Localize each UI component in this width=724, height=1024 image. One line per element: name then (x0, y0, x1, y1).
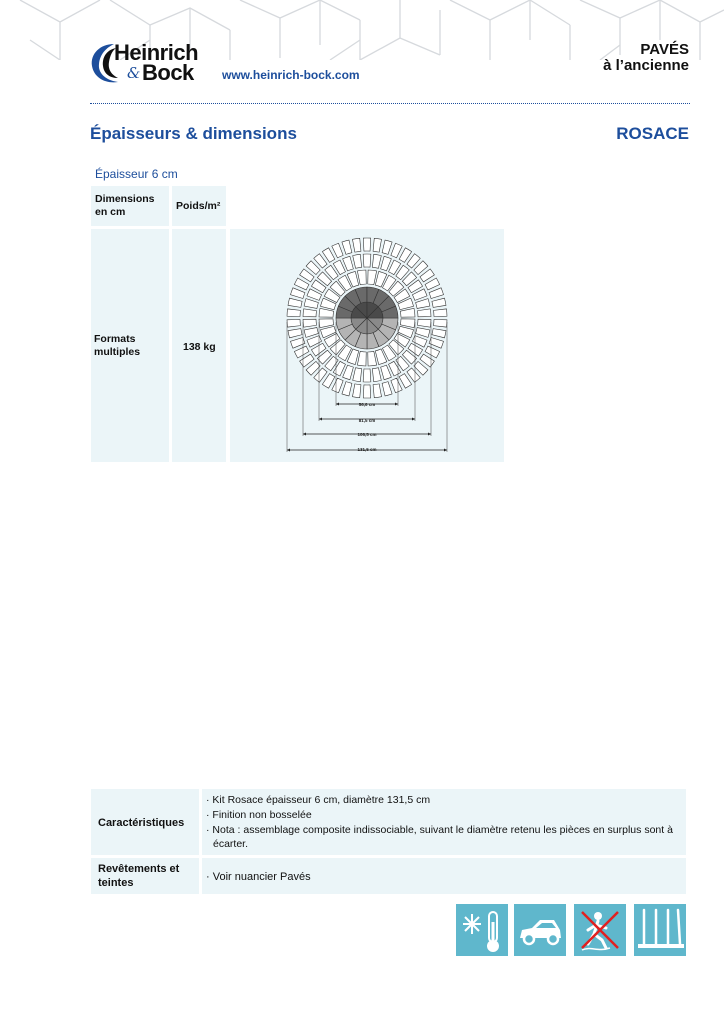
paver-stone (417, 319, 431, 327)
dimension-arrow (303, 433, 306, 436)
paver-stone (287, 309, 300, 317)
logo-word-heinrich: Heinrich (114, 40, 199, 65)
rosace-diagram (230, 229, 504, 462)
characteristic-text: Finition non bosselée (212, 809, 312, 821)
paver-stone (417, 309, 431, 317)
paver-stone (434, 309, 447, 317)
paver-stone (353, 368, 362, 382)
dimension-arrow (412, 418, 415, 421)
dimension-label-3: 106,5 cm (357, 432, 377, 437)
paver-stone (363, 369, 371, 382)
characteristics-list (206, 793, 676, 851)
paver-stone (372, 368, 381, 382)
paver-stone (319, 308, 334, 317)
paver-stone (434, 320, 447, 328)
paver-stone (304, 299, 318, 309)
paver-stone (287, 320, 300, 328)
characteristic-item: · Nota : assemblage composite indissociable, suivant le diamètre retenu les pièces en surplus sont à écarter. (206, 824, 673, 850)
paver-stone (342, 240, 352, 254)
paver-stone (319, 319, 334, 328)
paver-stone (303, 309, 317, 317)
paver-stone (357, 351, 366, 366)
header-divider (90, 103, 690, 104)
table-header-dimensions (91, 186, 169, 226)
paver-stone (304, 328, 318, 338)
paver-stone (288, 329, 302, 338)
dimension-arrow (287, 449, 290, 452)
logo-word-bock: Bock (142, 60, 194, 85)
header-weight-text: Poids/m² (176, 200, 221, 212)
no-heavy-traffic-icon (574, 904, 626, 956)
paver-stone (373, 384, 381, 398)
paver-stone (363, 254, 371, 267)
feature-icons (456, 904, 686, 956)
section-title: Épaisseurs & dimensions (90, 124, 297, 143)
paver-stone (342, 382, 352, 396)
table-header-weight (172, 186, 226, 226)
finishes-label: Revêtements et teintes (98, 863, 180, 889)
product-range-line1: PAVÉS (640, 41, 689, 58)
product-range (603, 42, 689, 74)
paver-stone (432, 298, 446, 307)
finishes-label-cell (91, 858, 199, 894)
dimension-label-4: 131,5 cm (357, 447, 377, 452)
paver-stone (352, 238, 360, 252)
paver-stone (416, 328, 430, 338)
paver-stone (352, 384, 360, 398)
table-cell-diagram (230, 229, 504, 462)
dimension-arrow (336, 403, 339, 406)
paver-stone (391, 378, 402, 393)
dimension-arrow (319, 418, 322, 421)
paver-stone (303, 319, 317, 327)
characteristic-text: Nota : assemblage composite indissociable, suivant le diamètre retenu les pièces en surplus sont à écarter. (212, 824, 673, 850)
company-logo[interactable] (90, 40, 212, 86)
characteristic-item: · Kit Rosace épaisseur 6 cm, diamètre 131,5 cm (206, 794, 431, 806)
logo-ampersand: & (127, 64, 141, 82)
table-cell-weight (172, 229, 226, 462)
thickness-label: Épaisseur 6 cm (95, 167, 178, 181)
finishes-item: · Voir nuancier Pavés (206, 871, 311, 883)
dimension-label-2: 81,5 cm (358, 418, 376, 423)
dimension-arrow (444, 449, 447, 452)
row-weight-text: 138 kg (183, 341, 216, 353)
paver-stone (400, 308, 415, 317)
paver-stone (363, 238, 370, 251)
paver-stone (290, 288, 304, 299)
paver-stone (363, 385, 370, 398)
characteristic-text: Kit Rosace épaisseur 6 cm, diamètre 131,5 cm (212, 794, 431, 806)
car-traffic-icon (514, 904, 566, 956)
table-cell-dimensions (91, 229, 169, 462)
finishes-value-cell (202, 858, 686, 894)
paver-stone (400, 319, 415, 328)
paver-stone (332, 378, 343, 393)
characteristics-value-cell (202, 789, 686, 855)
row-dimensions-text: Formats multiples (94, 333, 141, 358)
paver-stone (429, 288, 443, 299)
paver-stone (368, 270, 377, 285)
paver-stone (416, 299, 430, 309)
paver-stone (432, 329, 446, 338)
paver-stone (368, 351, 377, 366)
dimension-arrow (428, 433, 431, 436)
header-dimensions-text: Dimensions en cm (95, 193, 155, 218)
dimension-label-1: 56,6 cm (358, 402, 376, 407)
paver-stone (382, 240, 392, 254)
website-link[interactable]: www.heinrich-bock.com (222, 68, 360, 82)
paver-stone (373, 238, 381, 252)
characteristic-item: · Finition non bosselée (206, 809, 312, 821)
characteristics-label: Caractéristiques (98, 817, 185, 829)
dimension-arrow (395, 403, 398, 406)
cleaning-tools-icon (634, 904, 686, 956)
paver-stone (382, 382, 392, 396)
paver-stone (353, 254, 362, 268)
finishes-text: Voir nuancier Pavés (212, 871, 311, 883)
product-name: ROSACE (616, 124, 689, 143)
paver-stone (332, 243, 343, 258)
frost-resistant-icon (456, 904, 508, 956)
characteristics-label-cell (91, 789, 199, 855)
paver-stone (288, 298, 302, 307)
product-range-line2: à l’ancienne (603, 57, 689, 74)
paver-stone (372, 254, 381, 268)
paver-stone (391, 243, 402, 258)
paver-stone (357, 270, 366, 285)
